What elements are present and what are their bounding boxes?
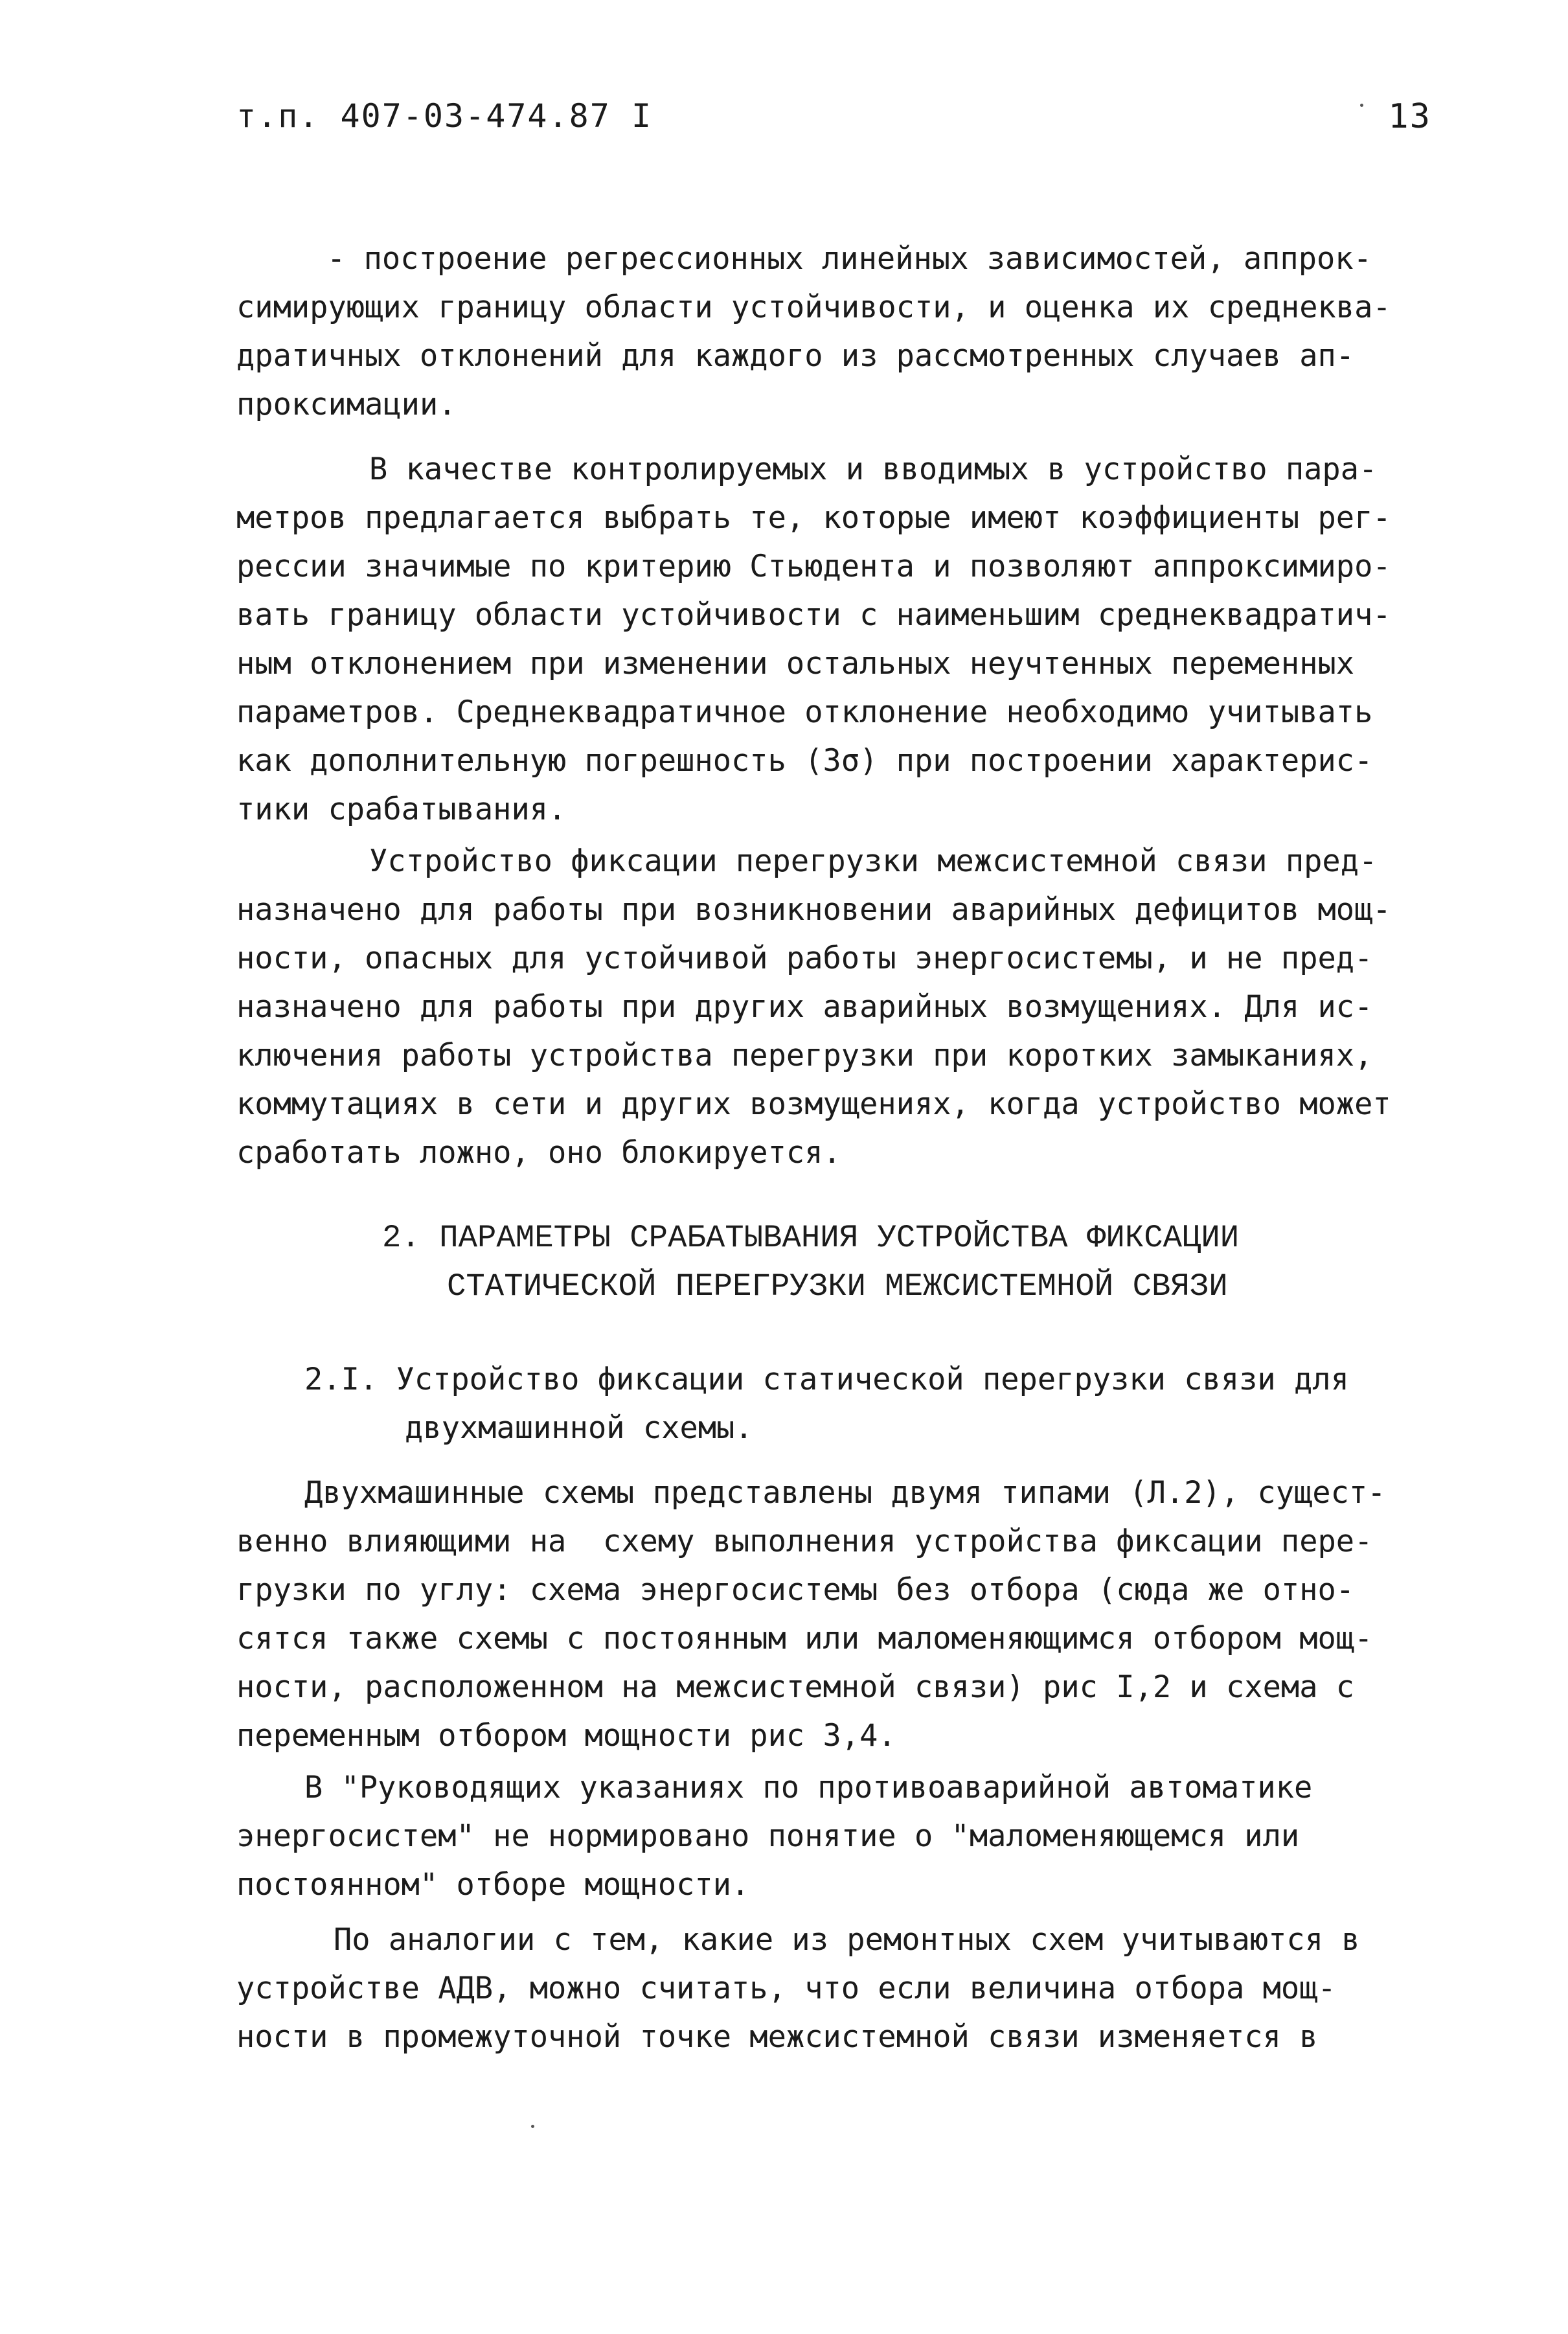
- text-line: проксимации.: [236, 387, 457, 422]
- text-line: ным отклонением при изменении остальных неучтенных переменных: [236, 646, 1355, 681]
- text-line: рессии значимые по критерию Стьюдента и позволяют аппроксимиро-: [236, 549, 1391, 584]
- text-line: Устройство фиксации перегрузки межсистемной связи пред-: [369, 843, 1378, 879]
- text-line: сятся также схемы с постоянным или маломеняющимся отбором мощ-: [236, 1621, 1373, 1656]
- text-line: метров предлагается выбрать те, которые имеют коэффициенты рег-: [236, 500, 1391, 536]
- text-line: сработать ложно, оно блокируется.: [236, 1135, 841, 1171]
- scan-speck: [1360, 104, 1363, 107]
- page-number: 13: [1388, 97, 1431, 136]
- section-heading-line: СТАТИЧЕСКОЙ ПЕРЕГРУЗКИ МЕЖСИСТЕМНОЙ СВЯЗИ: [447, 1268, 1228, 1305]
- text-line: грузки по углу: схема энергосистемы без отбора (сюда же отно-: [236, 1572, 1355, 1608]
- text-line: постоянном" отборе мощности.: [236, 1867, 750, 1903]
- text-line: ности, расположенном на межсистемной связи) рис I,2 и схема с: [236, 1669, 1355, 1705]
- text-line: переменным отбором мощности рис 3,4.: [236, 1718, 896, 1754]
- text-line: В "Руководящих указаниях по противоаварийной автоматике: [304, 1770, 1313, 1805]
- text-line: - построение регрессионных линейных зависимостей, аппрок-: [327, 241, 1372, 277]
- text-line: параметров. Среднеквадратичное отклонение необходимо учитывать: [236, 694, 1373, 730]
- section-heading-line: 2. ПАРАМЕТРЫ СРАБАТЫВАНИЯ УСТРОЙСТВА ФИКСАЦИИ: [382, 1220, 1240, 1256]
- text-line: как дополнительную погрешность (3σ) при построении характерис-: [236, 743, 1373, 779]
- text-line: назначено для работы при возникновении аварийных дефицитов мощ-: [236, 892, 1391, 928]
- subsection-heading-line: двухмашинной схемы.: [405, 1410, 753, 1446]
- text-line: В качестве контролируемых и вводимых в устройство пара-: [369, 452, 1378, 487]
- text-line: коммутациях в сети и других возмущениях, когда устройство может: [236, 1086, 1391, 1122]
- text-line: ности в промежуточной точке межсистемной связи изменяется в: [236, 2019, 1318, 2055]
- text-line: ности, опасных для устойчивой работы энергосистемы, и не пред-: [236, 941, 1373, 976]
- text-line: По аналогии с тем, какие из ремонтных схем учитываются в: [334, 1922, 1360, 1958]
- text-line: ключения работы устройства перегрузки при коротких замыканиях,: [236, 1038, 1373, 1073]
- scan-speck: [531, 2125, 534, 2128]
- text-line: назначено для работы при других аварийных возмущениях. Для ис-: [236, 989, 1373, 1025]
- page-header: [236, 97, 1431, 155]
- text-line: симирующих границу области устойчивости, и оценка их среднеква-: [236, 290, 1391, 325]
- text-line: дратичных отклонений для каждого из рассмотренных случаев ап-: [236, 338, 1355, 374]
- text-line: тики срабатывания.: [236, 792, 567, 827]
- subsection-heading-line: 2.I. Устройство фиксации статической перегрузки связи для: [304, 1362, 1349, 1397]
- text-line: венно влияющими на схему выполнения устройства фиксации пере-: [236, 1524, 1373, 1559]
- text-line: энергосистем" не нормировано понятие о "маломеняющемся или: [236, 1818, 1300, 1854]
- document-code: т.п. 407-03-474.87 I: [236, 97, 653, 135]
- text-line: Двухмашинные схемы представлены двумя типами (Л.2), сущест-: [304, 1475, 1386, 1511]
- text-line: устройстве АДВ, можно считать, что если величина отбора мощ-: [236, 1971, 1336, 2006]
- text-line: вать границу области устойчивости с наименьшим среднеквадратич-: [236, 597, 1391, 633]
